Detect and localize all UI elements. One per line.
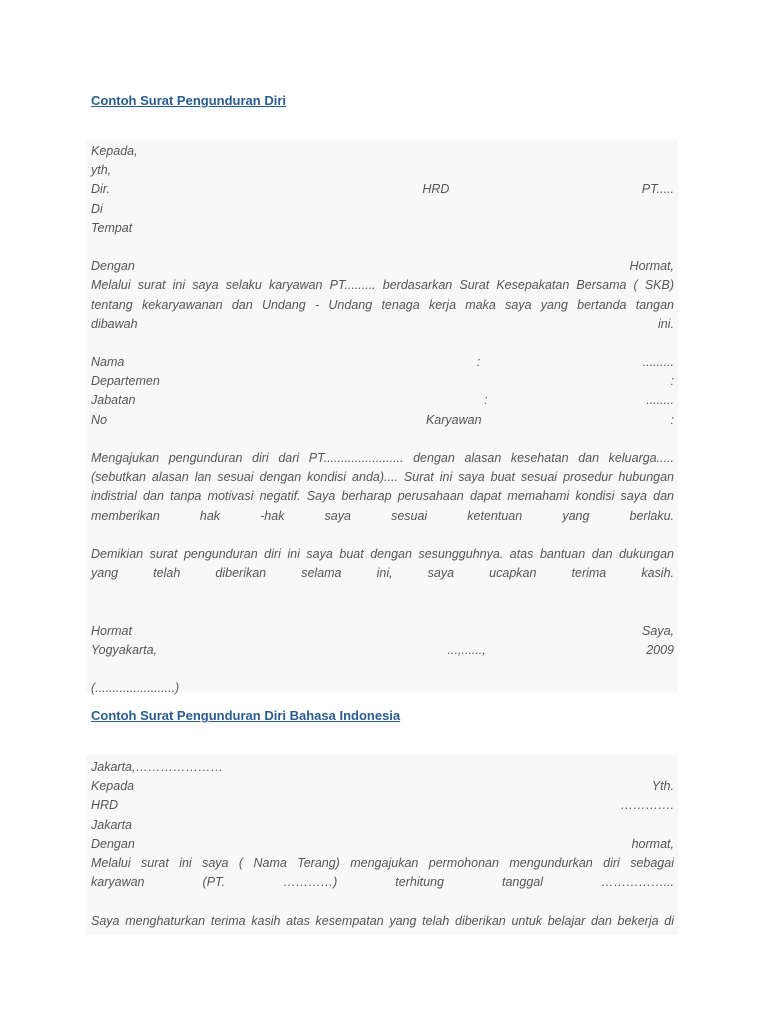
jabatan-colon: : [484,393,488,408]
nama-value: ......... [642,355,674,370]
hormat-saya-row [91,622,674,641]
no-karyawan-row [91,411,674,430]
hormat-text: Hormat, [629,259,674,274]
jakarta-date-text: Jakarta,………………… [91,760,223,774]
date-dots: ...,......, [447,643,486,658]
letter1-box [86,140,678,696]
dengan-text: Dengan [91,259,135,274]
para3-line: Demikian surat pengunduran diri ini saya buat dengan sesungguhnya. atas bantuan dan dukungan [91,547,674,562]
ini-text: ini. [658,316,674,331]
dengan-text: Dengan [91,836,135,851]
no-label: No [91,412,107,427]
place-text: Yogyakarta, [91,643,158,658]
jakarta-text: Jakarta [91,817,132,832]
letter2-title-link[interactable]: Contoh Surat Pengunduran Diri Bahasa Indonesia [91,708,401,723]
para3-line: yang telah diberikan selama ini, saya ucapkan terima kasih. [91,566,674,581]
departemen-colon: : [670,374,674,389]
para2-line: indistrial dan tanpa motivasi negatif. Saya berharap perusahaan dapat memahami kondisi saya dan [91,489,674,504]
karyawan-label: Karyawan [425,412,482,427]
yth-text: Yth. [651,779,674,794]
jabatan-value: ........ [646,393,674,408]
hormat-text: hormat, [631,836,674,851]
para2-line: memberikan hak -hak saya sesuai ketentuan yang berlaku. [91,508,674,523]
tempat-text: Tempat [91,220,133,235]
place-date-row [91,641,674,660]
dir-label: Dir. [91,182,110,197]
letter2-para2-line: Saya menghaturkan terima kasih atas kesempatan yang telah diberikan untuk belajar dan bekerja di [91,913,674,928]
para1-line: Melalui surat ini saya selaku karyawan PT......... berdasarkan Surat Kesepakatan Bersama ( SKB) [91,278,674,293]
hrd-row [91,796,674,815]
hrd-label: HRD [422,182,450,197]
para2-line: Mengajukan pengunduran diri dari PT....................... dengan alasan kesehatan dan keluarga..... [91,451,674,466]
hrd-text: HRD [91,798,119,813]
nama-label: Nama [91,355,125,370]
year-text: 2009 [646,643,674,658]
jabatan-row [91,391,674,410]
letter1-title-link[interactable]: Contoh Surat Pengunduran Diri [91,93,286,108]
hrd-dots: …………. [620,798,674,813]
para2-line: (sebutkan alasan lan sesuai dengan kondisi anda).... Surat ini saya buat sesuai prosedur hubungan [91,470,674,485]
kepada-text: Kepada, [91,144,138,158]
yth-text: yth, [91,163,112,178]
no-colon: : [670,412,674,427]
letter2-content [86,755,678,931]
pt-label: PT..... [641,182,674,197]
jabatan-label: Jabatan [91,393,136,408]
kepada-yth-row [91,777,674,796]
letter2-box [86,755,678,935]
letter2-para1-line: Melalui surat ini saya ( Nama Terang) mengajukan permohonan mengundurkan diri sebagai [91,855,674,870]
nama-colon: : [476,355,481,370]
dibawah-text: dibawah [91,316,138,331]
para1-line: tentang kekaryawanan dan Undang - Undang tenaga kerja maka saya yang bertanda tangan [91,297,674,312]
letter2-para1-line: karyawan (PT. …………) terhitung tanggal ……………... [91,875,674,890]
departemen-row [91,372,674,391]
dir-row [91,180,674,199]
signature-line: (.......................) [91,681,180,696]
kepada-text: Kepada [91,779,135,794]
dengan-hormat-row [91,835,674,854]
departemen-label: Departemen [91,374,160,389]
di-text: Di [91,201,103,216]
nama-row [91,353,674,372]
dengan-hormat-row [91,257,674,276]
hormat-closing: Hormat [91,623,132,638]
saya-closing: Saya, [642,623,674,638]
letter1-content [86,140,678,699]
para1-last-row [91,315,674,334]
